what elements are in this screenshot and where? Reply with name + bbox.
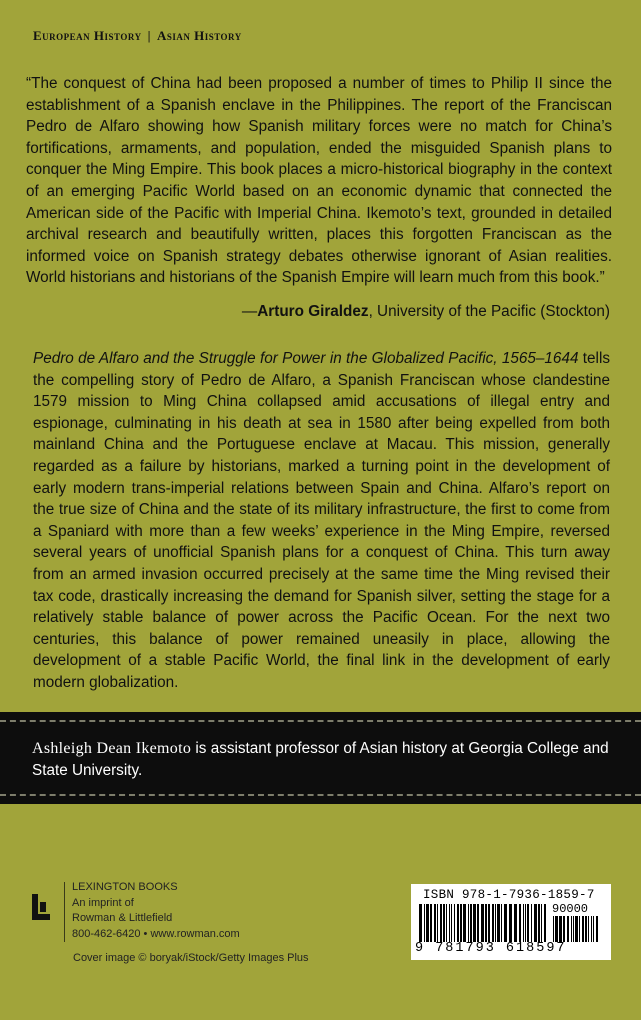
barcode-bar — [477, 904, 479, 942]
author-bio-text: is assistant professor of Asian history at Georgia College and State University. — [32, 740, 609, 779]
barcode-bar — [585, 916, 587, 942]
barcode-bar — [555, 916, 558, 942]
category-european-history: European History — [33, 28, 142, 43]
barcode-digits: 9 781793 618597 — [415, 941, 567, 956]
quote-attribution — [242, 301, 610, 323]
barcode-bar — [588, 916, 589, 942]
barcode-bar — [434, 904, 436, 942]
barcode-bar — [571, 916, 572, 942]
barcode-bar — [481, 904, 484, 942]
barcode-bar — [553, 916, 554, 942]
barcode-bar — [497, 904, 500, 942]
barcode-bar — [446, 904, 447, 942]
barcode-bar — [485, 904, 487, 942]
barcode-bar — [591, 916, 592, 942]
barcode-bar — [419, 904, 422, 942]
barcode-bar — [449, 904, 450, 942]
barcode-bar — [534, 904, 537, 942]
barcode-bar — [504, 904, 507, 942]
quote-text: “The conquest of China had been proposed a number of times to Philip II since the establishment of a Spanish enclave in the Philippines. The report of the Franciscan Pedro de Alfaro showing how Spanish military forces were no match for China’s fortifications, armaments, and population, ended the misguided Spanish plans to conquer the Ming Empire. This book places a micro-historical biography in the context of an emerging Pacific World based on an economic dynamic that connected the American side of the Pacific with Imperial China. Ikemoto’s text, grounded in detailed archival research and beautifully written, places this forgotten Franciscan as the informed voice on Spanish strategy debates otherwise ignorant of Asian realities. World historians and historians of the Spanish Empire will learn much from this book.” — [26, 75, 612, 287]
publisher-parent: Rowman & Littlefield — [72, 912, 173, 924]
barcode-bar — [563, 916, 565, 942]
category-asian-history: Asian History — [156, 28, 242, 43]
publisher-info — [72, 880, 240, 942]
barcode-bar — [492, 904, 494, 942]
barcode-bar — [501, 904, 502, 942]
endorsement-quote — [26, 73, 612, 289]
barcode-bar — [593, 916, 594, 942]
barcode-bar — [440, 904, 442, 942]
barcode-bar — [443, 904, 445, 942]
barcode-bar — [575, 916, 578, 942]
barcode-bar — [473, 904, 476, 942]
barcode-bar — [596, 916, 598, 942]
publisher-contact: 800-462-6420 • www.rowman.com — [72, 927, 240, 940]
barcode-bar — [424, 904, 425, 942]
price-addon: 90000 — [552, 902, 589, 916]
barcode-bar — [544, 904, 546, 942]
barcode-bar — [430, 904, 432, 942]
cover-credit: Cover image © boryak/iStock/Getty Images Plus — [73, 952, 309, 964]
barcode-bar — [538, 904, 540, 942]
band-top-rule — [0, 720, 641, 722]
barcode-bar — [470, 904, 472, 942]
author-bio — [32, 738, 622, 782]
publisher-imprint-line: An imprint of — [72, 896, 134, 909]
barcode-bar — [567, 916, 569, 942]
barcode-bar — [495, 904, 496, 942]
barcode-bar — [523, 904, 524, 942]
barcode-bar — [454, 904, 455, 942]
lexington-logo-icon — [30, 894, 52, 924]
barcode-bar — [525, 904, 526, 942]
barcode-bar — [573, 916, 574, 942]
barcode-bar — [488, 904, 490, 942]
book-title: Pedro de Alfaro and the Struggle for Power in the Globalized Pacific, 1565–1644 — [33, 350, 579, 367]
barcode-bar — [527, 904, 529, 942]
band-bottom-rule — [0, 794, 641, 796]
barcode-bar — [468, 904, 469, 942]
author-bio-band — [0, 712, 641, 804]
barcode-bar — [463, 904, 466, 942]
addon-barcode-bars — [553, 916, 603, 944]
author-name: Ashleigh Dean Ikemoto — [32, 740, 192, 757]
barcode-bar — [531, 904, 532, 942]
publisher-name: LEXINGTON BOOKS — [72, 881, 178, 893]
attribution-affiliation: , University of the Pacific (Stockton) — [368, 303, 610, 320]
book-description — [33, 348, 610, 694]
barcode-bar — [460, 904, 462, 942]
barcode-bar — [559, 916, 562, 942]
description-text: tells the compelling story of Pedro de Alfaro, a Spanish Franciscan whose clandestine 1579 mission to Ming China collapsed amid accusations of illegal entry and espionage, culminating in his death at sea in 1580 after being expelled from both mainland China and the Portuguese enclave at Macau. This mission, generally regarded as a failure by historians, marked a turning point in the development of early modern trans-imperial relations between Spain and China. Alfaro’s report on the true size of China and the state of its military infrastructure, the first to come from a Spaniard with more than a few weeks’ experience in the Ming Empire, reversed several years of unofficial Spanish plans for a conquest of China. This turn away from an armed invasion occurred precisely at the same time the Ming revised their tax code, drastically increasing the demand for Spanish silver, setting the stage for a relatively stable balance of power across the Pacific Ocean. For the next two centuries, this balance of power remained uneasily in place, allowing the development of a stable Pacific World, the final link in the development of early modern globalization. — [33, 350, 610, 691]
barcode-bar — [514, 904, 517, 942]
isbn-barcode — [411, 884, 611, 960]
category-separator: | — [147, 28, 151, 43]
isbn-number: ISBN 978-1-7936-1859-7 — [423, 888, 595, 902]
barcode-bar — [582, 916, 584, 942]
barcode-bar — [451, 904, 452, 942]
publisher-divider — [64, 882, 65, 942]
attribution-dash: — — [241, 303, 258, 320]
barcode-bar — [579, 916, 580, 942]
barcode-bar — [541, 904, 542, 942]
ean-barcode-bars — [419, 904, 549, 942]
barcode-bar — [426, 904, 429, 942]
attribution-name: Arturo Giraldez — [257, 303, 369, 320]
barcode-bar — [519, 904, 521, 942]
barcode-bar — [509, 904, 512, 942]
barcode-bar — [457, 904, 459, 942]
publisher-block — [30, 880, 370, 940]
subject-categories — [33, 28, 242, 44]
barcode-bar — [437, 904, 438, 942]
